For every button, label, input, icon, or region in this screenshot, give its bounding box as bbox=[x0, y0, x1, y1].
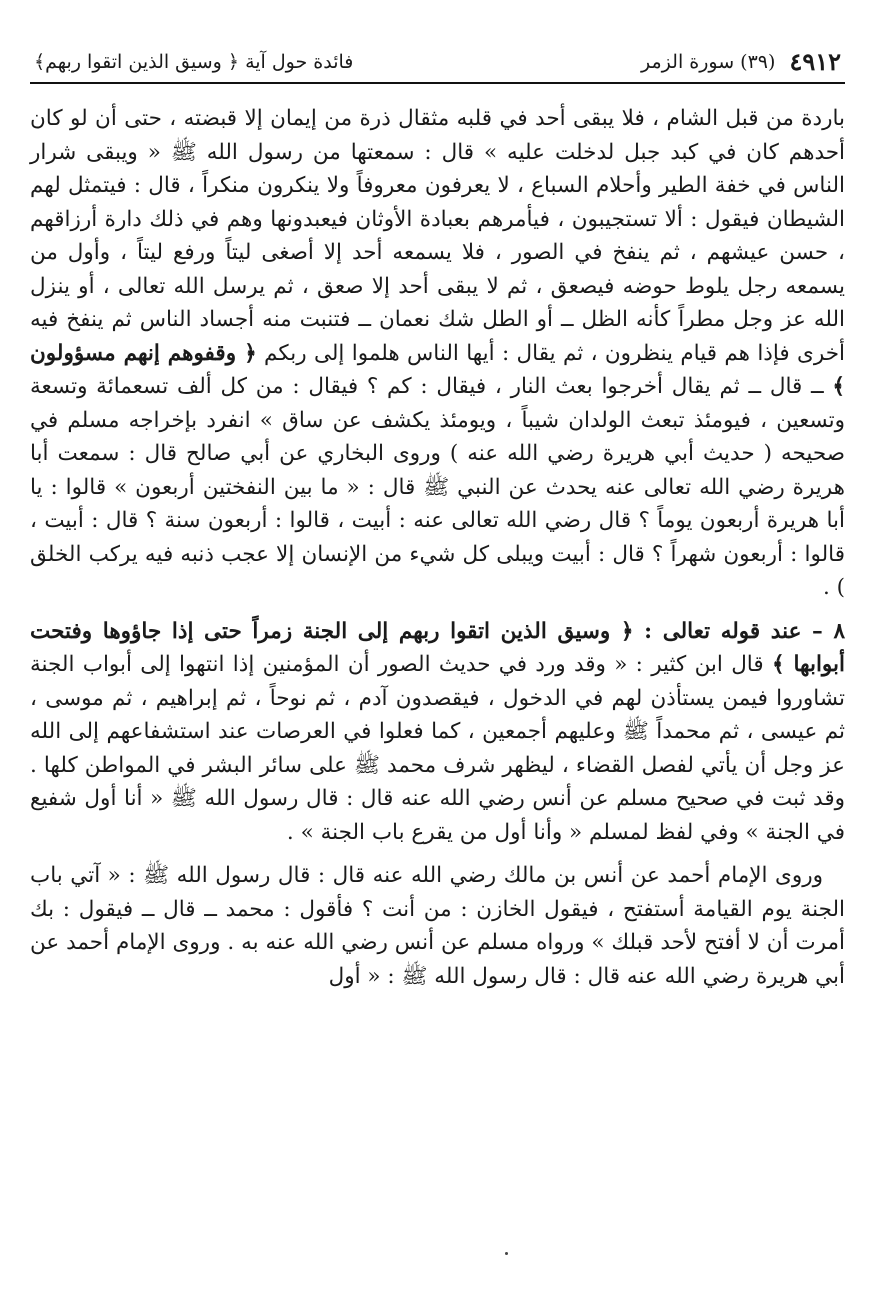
quran-verse: ﴿ وقفوهم إنهم مسؤولون ﴾ bbox=[30, 340, 845, 399]
paragraph-2 bbox=[30, 615, 845, 850]
header-right bbox=[641, 48, 841, 76]
paragraph-text: قال ابن كثير : « وقد ورد في حديث الصور أن المؤمنين إذا انتهوا إلى أبواب الجنة تشاوروا فيمن يستأذن لهم في الدخول ، فيقصدون آدم ، ثم نوحاً ، ثم إبراهيم ، ثم موسى ، ثم عيسى ، ثم محمداً ﷺ وعليهم أجمعين ، كما فعلوا في العرصات عند استشفاعهم إلى الله عز وجل أن يأتي لفصل القضاء ، ليظهر شرف محمد ﷺ على سائر البشر في المواطن كلها . وقد ثبت في صحيح مسلم عن أنس رضي الله عنه قال : قال رسول الله ﷺ « أنا أول شفيع في الجنة » وفي لفظ لمسلم « وأنا أول من يقرع باب الجنة » . bbox=[30, 652, 846, 845]
surah-name: (٣٩) سورة الزمر bbox=[641, 51, 776, 73]
header-topic: فائدة حول آية ﴿ وسيق الذين اتقوا ربهم﴾ bbox=[34, 51, 354, 73]
running-header bbox=[30, 48, 845, 84]
page-number: ٤٩١٢ bbox=[789, 47, 841, 76]
paragraph-text: ــ قال ــ ثم يقال أخرجوا بعث النار ، فيقال : كم ؟ فيقال : من كل ألف تسعمائة وتسعة وتسعين ، فيومئذ تبعث الولدان شيباً ، ويومئذ يكشف عن ساق » انفرد بإخراجه مسلم في صحيحه ( حديث أبي هريرة رضي الله عنه ) وروى البخاري عن أبي صالح قال : سمعت أبا هريرة رضي الله تعالى عنه يحدث عن النبي ﷺ قال : « ما بين النفختين أربعون » قالوا : يا أبا هريرة أربعون يوماً ؟ قال رضي الله تعالى عنه : أبيت ، قالوا : أربعون سنة ؟ قال : أبيت ، قالوا : أربعون شهراً ؟ قال : أبيت ويبلى كل شيء من الإنسان إلا عجب ذنبه فيه يركب الخلق ) . bbox=[30, 374, 845, 600]
quran-verse: ﴿ وسيق الذين اتقوا ربهم إلى الجنة زمراً حتى إذا جاؤوها وفتحت أبوابها ﴾ bbox=[30, 618, 845, 677]
paragraph-1 bbox=[30, 102, 845, 605]
item-number: ٨ – عند قوله تعالى : bbox=[633, 618, 845, 644]
page-dot-mark bbox=[505, 1252, 508, 1255]
paragraph-text: باردة من قبل الشام ، فلا يبقى أحد في قلبه مثقال ذرة من إيمان إلا قبضته ، حتى أن لو كان أحدهم كان في كبد جبل لدخلت عليه » قال : سمعتها من رسول الله ﷺ « ويبقى شرار الناس في خفة الطير وأحلام السباع ، لا يعرفون معروفاً ولا ينكرون منكراً ، قال : فيتمثل لهم الشيطان فيقول : ألا تستجيبون ، فيأمرهم بعبادة الأوثان فيعبدونها وهم في ذلك دارة أرزاقهم ، حسن عيشهم ، ثم ينفخ في الصور ، فلا يسمعه أحد إلا أصغى ليتاً ورفع ليتاً ، وأول من يسمعه رجل يلوط حوضه فيصعق ، ثم لا يبقى أحد إلا صعق ، ثم يرسل الله تعالى ، أو ينزل الله عز وجل مطراً كأنه الظل ــ أو الطل شك نعمان ــ فتنبت منه أجساد الناس ثم ينفخ فيه أخرى فإذا هم قيام ينظرون ، ثم يقال : أيها الناس هلموا إلى ربكم bbox=[30, 106, 846, 366]
paragraph-3 bbox=[30, 859, 845, 993]
paragraph-text: وروى الإمام أحمد عن أنس بن مالك رضي الله عنه قال : قال رسول الله ﷺ : « آتي باب الجنة يوم القيامة أستفتح ، فيقول الخازن : من أنت ؟ فأقول : محمد ــ قال ــ فيقول : بك أمرت أن لا أفتح لأحد قبلك » ورواه مسلم عن أنس رضي الله عنه به . وروى الإمام أحمد عن أبي هريرة رضي الله عنه قال : قال رسول الله ﷺ : « أول bbox=[30, 863, 845, 989]
book-page bbox=[30, 48, 845, 993]
page-body bbox=[30, 102, 845, 993]
